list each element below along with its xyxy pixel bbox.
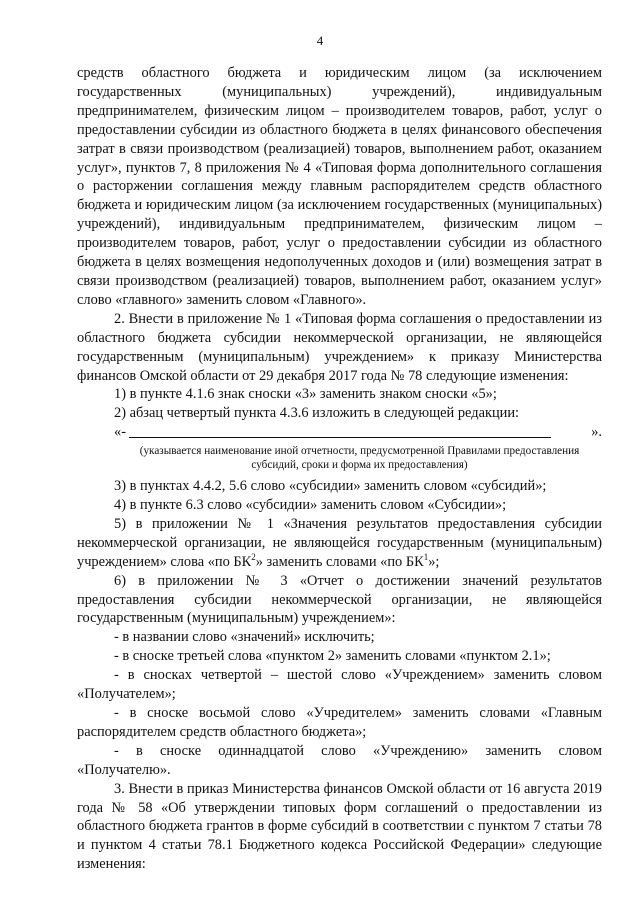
paragraph-item-3: 3. Внести в приказ Министерства финансов Омской области от 16 августа 2019 года № 58 «Об утверждении типовых форм соглашений о предоставлении из областного бюджета грантов в форме субсидий в соответствии с пунктом 7 статьи 78 и пунктом 4 статьи 78.1 Бюджетного кодекса Российской Федерации» следующие изменения: (77, 780, 602, 873)
list-item-dash-3: - в сносках четвертой – шестой слово «Учреждением» заменить словом «Получателем»; (77, 667, 602, 703)
list-item-dash-5: - в сноске одиннадцатой слово «Учреждению» заменить словом «Получателю». (77, 742, 602, 778)
paragraph-subitem-6: 6) в приложении № 3 «Отчет о достижении значений результатов предоставления субсидии некоммерческой организации, не являющейся государственным (муниципальным) учреждением»: (77, 572, 602, 627)
item5-text-2: » заменить словами «по БК (255, 553, 424, 570)
footnote-sup-1: 1 (423, 551, 429, 562)
page-number: 4 (316, 33, 324, 48)
quote-open: «- (114, 424, 126, 441)
item5-text-3: »; (428, 553, 440, 570)
paragraph-item-2: 2. Внести в приложение № 1 «Типовая форма соглашения о предоставлении из областного бюджета субсидии некоммерческой организации, не являющейся государственным (муниципальным) учреждением» к приказу Министерства финансов Омской области от 29 декабря 2017 года № 78 следующие изменения: (77, 310, 602, 384)
placeholder-note: (указывается наименование иной отчетности, предусмотренной Правилами предоставления субсидий, сроки и форма их предоставления) (139, 445, 580, 472)
paragraph-subitem-3: 3) в пунктах 4.4.2, 5.6 слово «субсидии» заменить словом «субсидий»; (114, 478, 547, 495)
paragraph-subitem-5 (77, 515, 602, 572)
paragraph-subitem-2: 2) абзац четвертый пункта 4.3.6 изложить в следующей редакции: (114, 405, 520, 422)
document-body (77, 64, 602, 874)
list-item-dash-4: - в сноске восьмой слово «Учредителем» заменить словами «Главным распорядителем средств областного бюджета»; (77, 705, 602, 740)
footnote-sup-2: 2 (251, 551, 256, 562)
quote-close: ». (591, 424, 602, 441)
blank-underline (129, 425, 551, 438)
paragraph-subitem-1: 1) в пункте 4.1.6 знак сноски «3» заменить знаком сноски «5»; (114, 386, 497, 403)
paragraph-subitem-4: 4) в пункте 6.3 слово «субсидии» заменить словом «Субсидии»; (114, 497, 507, 514)
paragraph-continuation: средств областного бюджета и юридическим лицом (за исключением государственных (муниципальных) учреждений), индивидуальным предпринимателем, физическим лицом – производителем товаров, работ, услуг о предоставлении субсидии из областного бюджета в целях финансового обеспечения затрат в связи производством (реализацией) товаров, выполнением работ, оказанием услуг», пунктов 7, 8 приложения № 4 «Типовая форма дополнительного соглашения о расторжении соглашения между главным распорядителем средств областного бюджета и юридическим лицом (за исключением государственных (муниципальных) учреждений), индивидуальным предпринимателем, физическим лицом – производителем товаров, работ, услуг о предоставлении субсидии из областного бюджета в целях возмещения недополученных доходов и (или) возмещения затрат в связи производством (реализацией) товаров, выполнением работ, оказанием услуг» слово «главного» заменить словом «Главного». (77, 65, 602, 308)
item5-text-1: 5) в приложении № 1 «Значения результатов предоставления субсидии некоммерческой организации, не являющейся государственным (муниципальным) учреждением» слова «по БК (77, 515, 602, 570)
list-item-dash-1: - в названии слово «значений» исключить; (114, 629, 375, 646)
list-item-dash-2: - в сноске третьей слова «пунктом 2» заменить словами «пунктом 2.1»; (114, 648, 551, 665)
blank-fill-line (77, 423, 602, 442)
